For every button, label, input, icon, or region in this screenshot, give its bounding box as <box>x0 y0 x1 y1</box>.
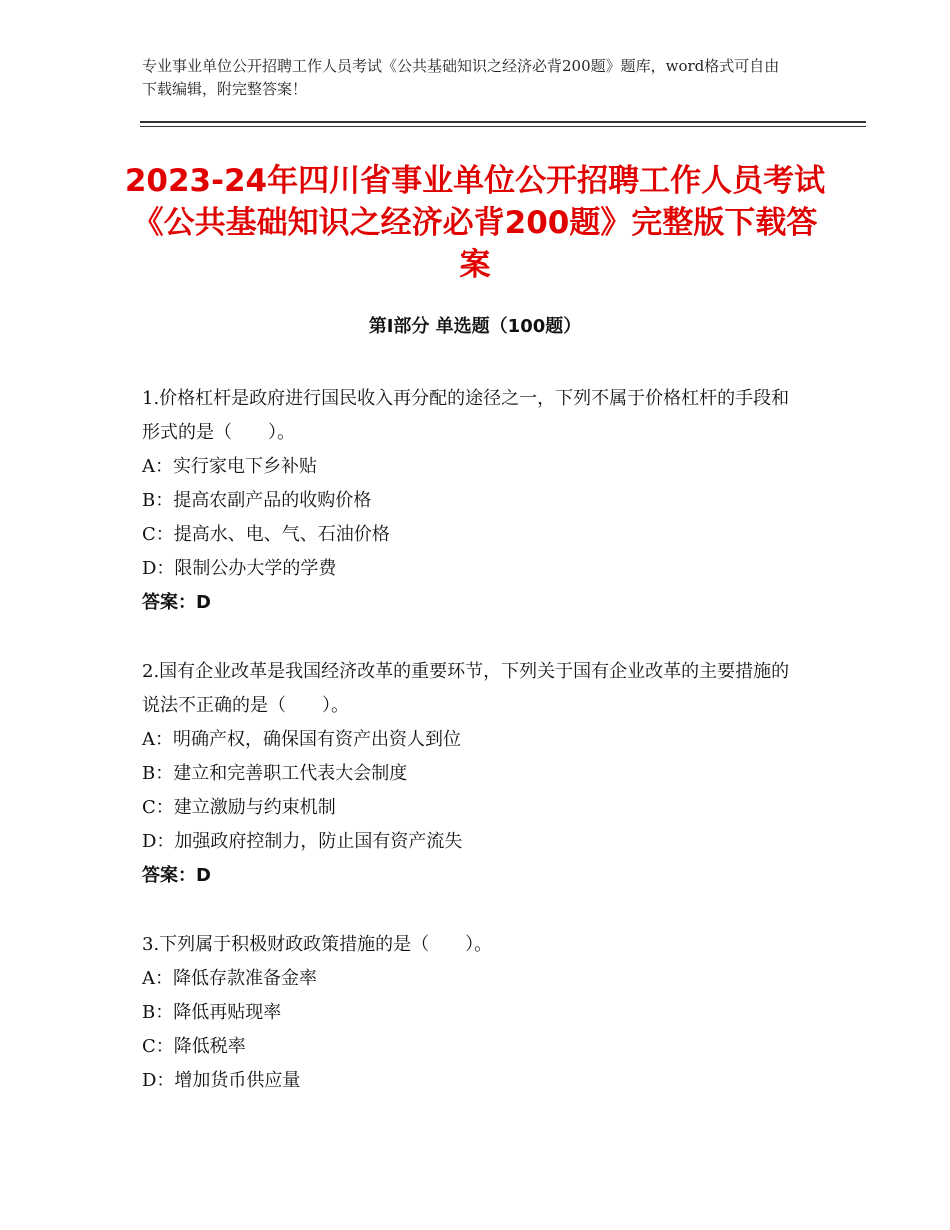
answer: 答案：D <box>142 592 211 613</box>
question-stem: 2.国有企业改革是我国经济改革的重要环节，下列关于国有企业改革的主要措施的说法不正确的是（ ）。 <box>142 661 790 716</box>
document-title: 2023-24年四川省事业单位公开招聘工作人员考试《公共基础知识之经济必背200题》完整版下载答案 <box>124 163 826 283</box>
question-2 <box>142 655 802 893</box>
header-note: 专业事业单位公开招聘工作人员考试《公共基础知识之经济必背200题》题库，word格式可自由下载编辑，附完整答案！ <box>142 57 780 98</box>
header-rule-thin <box>140 126 866 127</box>
question-stem: 3.下列属于积极财政政策措施的是（ ）。 <box>142 934 493 955</box>
section-title: 第Ⅰ部分 单选题（100题） <box>368 316 582 337</box>
answer: 答案：D <box>142 865 211 886</box>
option-b: B：降低再贴现率 <box>142 1002 282 1023</box>
option-d: D：加强政府控制力，防止国有资产流失 <box>142 831 463 852</box>
question-list <box>142 382 802 1133</box>
header-rule-thick <box>140 121 866 123</box>
question-1 <box>142 382 802 620</box>
option-b: B：提高农副产品的收购价格 <box>142 490 372 511</box>
option-c: C：建立激励与约束机制 <box>142 797 336 818</box>
question-3 <box>142 928 802 1098</box>
option-d: D：增加货币供应量 <box>142 1070 301 1091</box>
option-c: C：提高水、电、气、石油价格 <box>142 524 390 545</box>
question-stem: 1.价格杠杆是政府进行国民收入再分配的途径之一，下列不属于价格杠杆的手段和形式的是（ ）。 <box>142 388 790 443</box>
option-d: D：限制公办大学的学费 <box>142 558 337 579</box>
option-b: B：建立和完善职工代表大会制度 <box>142 763 408 784</box>
option-a: A：实行家电下乡补贴 <box>142 456 317 477</box>
option-a: A：明确产权，确保国有资产出资人到位 <box>142 729 461 750</box>
option-c: C：降低税率 <box>142 1036 246 1057</box>
option-a: A：降低存款准备金率 <box>142 968 317 989</box>
